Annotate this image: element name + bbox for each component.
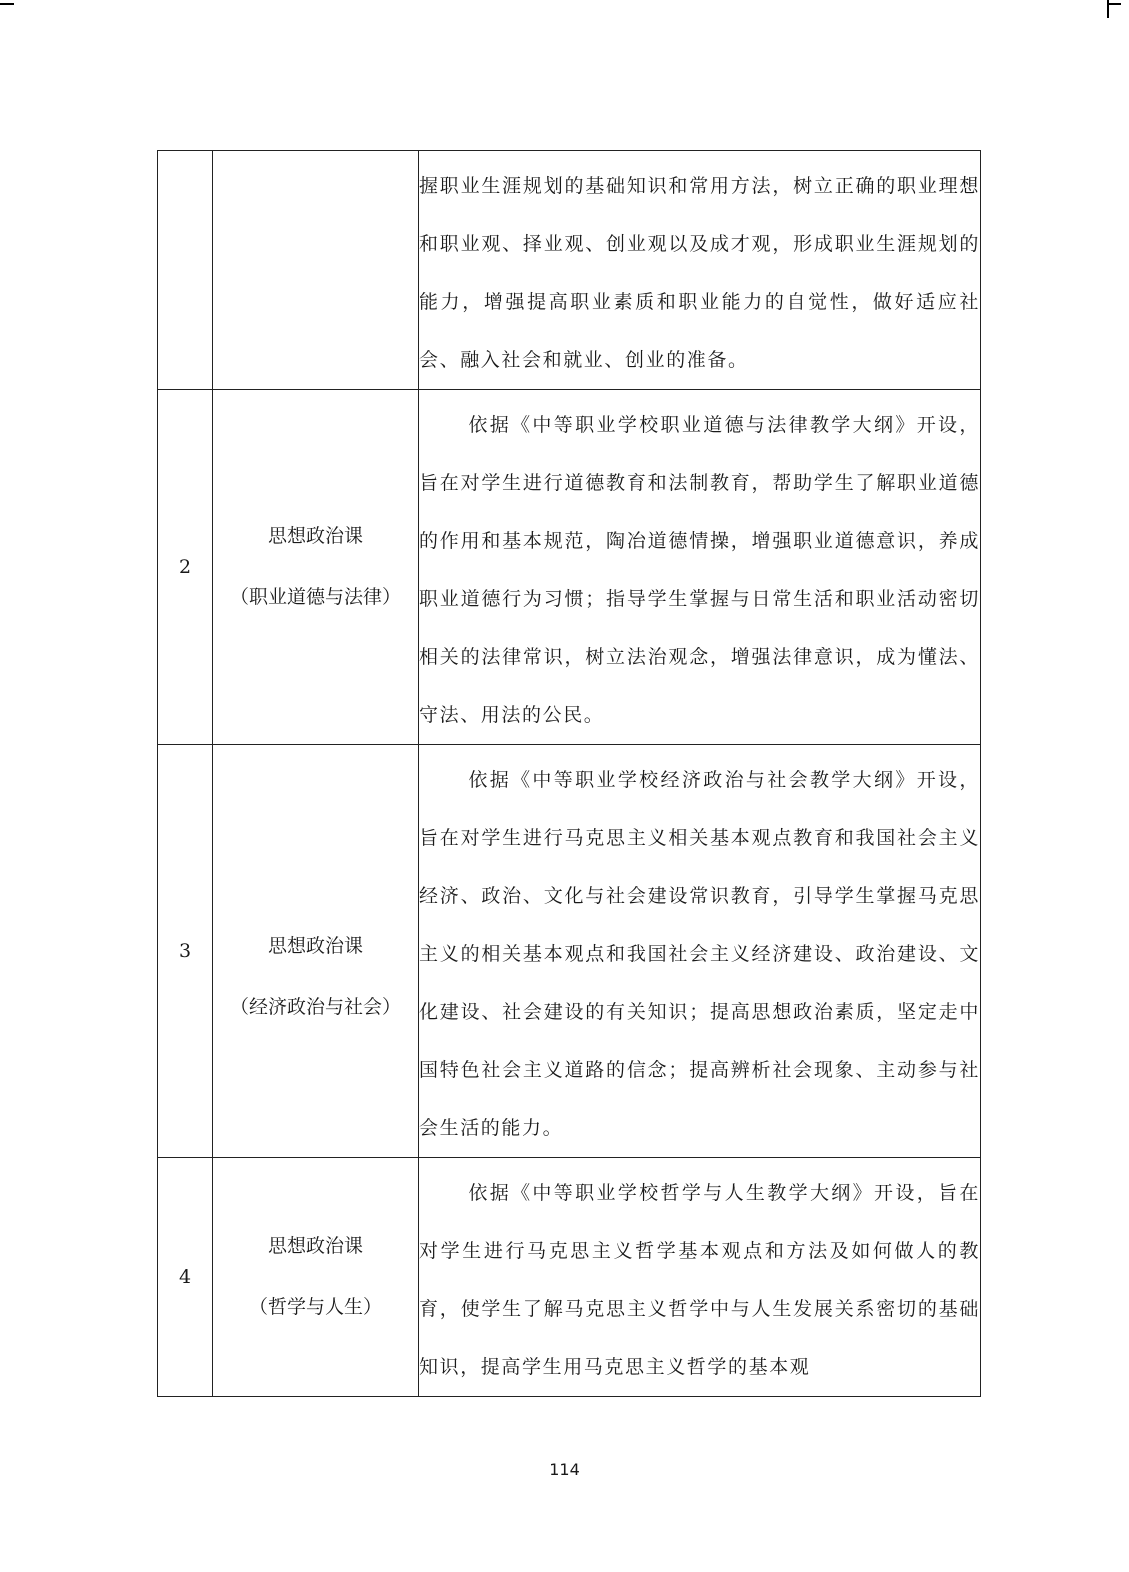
course-name-cell <box>213 1158 419 1397</box>
course-subname: （经济政治与社会） <box>229 996 401 1018</box>
course-number-cell <box>158 151 213 390</box>
course-number-cell: 2 <box>158 390 213 745</box>
course-table <box>157 150 981 1397</box>
page-number: 114 <box>549 1460 580 1479</box>
course-description-cell <box>419 745 981 1158</box>
course-name: 思想政治课 <box>267 1235 363 1257</box>
course-description-cell <box>419 390 981 745</box>
course-number-cell: 3 <box>158 745 213 1158</box>
course-description-cell <box>419 151 981 390</box>
course-description: 握职业生涯规划的基础知识和常用方法，树立正确的职业理想和职业观、择业观、创业观以及成才观，形成职业生涯规划的能力，增强提高职业素质和职业能力的自觉性，做好适应社会、融入社会和就业、创业的准备。 <box>419 175 980 371</box>
course-name-cell <box>213 745 419 1158</box>
course-subname: （职业道德与法律） <box>229 586 401 608</box>
course-description: 依据《中等职业学校经济政治与社会教学大纲》开设，旨在对学生进行马克思主义相关基本观点教育和我国社会主义经济、政治、文化与社会建设常识教育，引导学生掌握马克思主义的相关基本观点和我国社会主义经济建设、政治建设、文化建设、社会建设的有关知识；提高思想政治素质，坚定走中国特色社会主义道路的信念；提高辨析社会现象、主动参与社会生活的能力。 <box>419 769 980 1139</box>
course-description-cell <box>419 1158 981 1397</box>
course-description: 依据《中等职业学校哲学与人生教学大纲》开设，旨在对学生进行马克思主义哲学基本观点和方法及如何做人的教育，使学生了解马克思主义哲学中与人生发展关系密切的基础知识，提高学生用马克思主义哲学的基本观 <box>419 1182 980 1378</box>
table-row <box>158 390 981 745</box>
course-number-cell: 4 <box>158 1158 213 1397</box>
course-name: 思想政治课 <box>267 935 363 957</box>
crop-mark-top-right-h <box>1107 3 1121 5</box>
course-subname: （哲学与人生） <box>248 1296 382 1318</box>
crop-mark-top-right-v <box>1107 0 1109 18</box>
course-name: 思想政治课 <box>267 525 363 547</box>
table-row <box>158 745 981 1158</box>
crop-mark-top-left-h <box>0 3 14 5</box>
course-description: 依据《中等职业学校职业道德与法律教学大纲》开设，旨在对学生进行道德教育和法制教育，帮助学生了解职业道德的作用和基本规范，陶冶道德情操，增强职业道德意识，养成职业道德行为习惯；指导学生掌握与日常生活和职业活动密切相关的法律常识，树立法治观念，增强法律意识，成为懂法、守法、用法的公民。 <box>419 414 980 726</box>
table-row <box>158 151 981 390</box>
course-name-cell <box>213 390 419 745</box>
course-name-cell <box>213 151 419 390</box>
table-row <box>158 1158 981 1397</box>
